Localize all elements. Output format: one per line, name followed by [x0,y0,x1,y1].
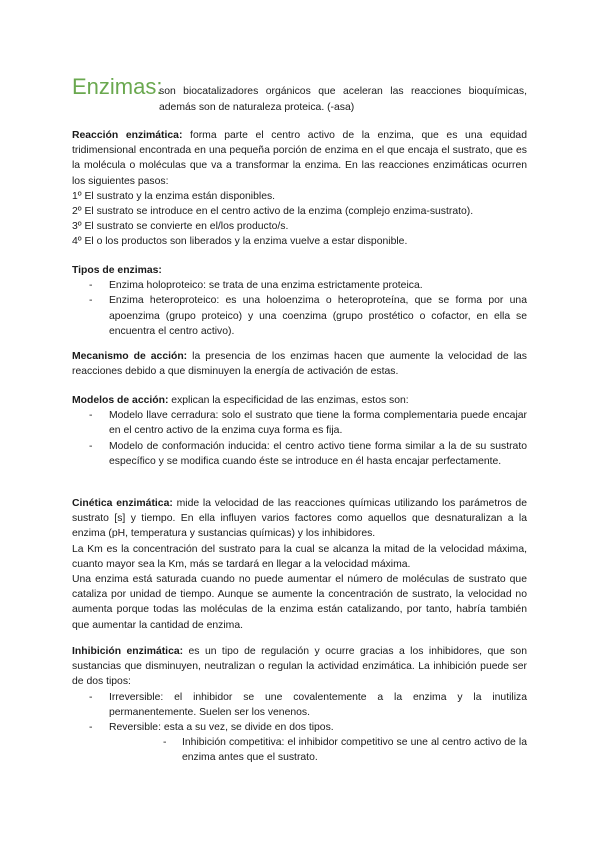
cinetica-text: mide la velocidad de las reacciones químicas utilizando los parámetros de sustrato [s] y tiempo. En ella influyen varios factores como aquellos que desnaturalizan a la enzima (pH, temperatura y sustancias químicas) y los inhibidores. [72,498,527,540]
page-title: Enzimas: [72,74,163,99]
modelos-paragraph [72,393,527,408]
section-inhibicion [72,644,527,766]
reaccion-label: Reacción enzimática: [72,130,183,141]
cinetica-km-paragraph: La Km es la concentración del sustrato para la cual se alcanza la mitad de la velocidad máxima, cuanto mayor sea la Km, más se tardará en llegar a la velocidad máxima. [72,543,527,570]
inhibicion-label: Inhibición enzimática: [72,646,184,657]
reversible-text: Reversible: esta a su vez, se divide en dos tipos. [109,722,334,734]
cinetica-paragraph [72,496,527,542]
mecanismo-paragraph [72,349,527,379]
title-description: son biocatalizadores orgánicos que aceleran las reacciones bioquímicas, además son de naturaleza proteica. (-asa) [159,86,527,113]
section-tipos [72,263,527,339]
inhibicion-list [72,690,527,766]
inhibicion-paragraph [72,644,527,690]
modelos-label: Modelos de acción: [72,395,169,406]
cinetica-saturada-paragraph: Una enzima está saturada cuando no puede aumentar el número de moléculas de sustrato que cataliza por unidad de tiempo. Aunque se aumente la concentración de sustrato, la velocidad no aumenta porque todas las moléculas de la enzima están catalizando, por tanto, habría también que aumentar la cantidad de enzima. [72,574,527,631]
list-item [72,720,527,766]
reaccion-step: 4º El o los productos son liberados y la enzima vuelve a estar disponible. [72,236,408,248]
list-item: - Modelo de conformación inducida: el centro activo tiene forma similar a la de su sustrato específico y se modifica cuando éste se introduce en él hasta encajar perfectamente. [72,439,527,469]
tipos-list [72,278,527,339]
mecanismo-text: la presencia de los enzimas hacen que aumente la velocidad de las reacciones debido a que disminuyen la energía de activación de estas. [72,351,527,378]
list-item: - Modelo llave cerradura: solo el sustrato que tiene la forma complementaria puede encajar en el centro activo de la enzima cuya forma es fija. [72,408,527,438]
list-item: - Enzima holoproteico: se trata de una enzima estrictamente proteica. [72,278,527,293]
reaccion-step: 3º El sustrato se convierte en el/los producto/s. [72,221,289,233]
section-cinetica [72,496,527,633]
reaccion-text: forma parte el centro activo de la enzima, que es una equidad tridimensional encontrada en una pequeña porción de enzima en el que encaja el sustrato, que es la molécula o moléculas que va a transformar la enzima. En las reacciones enzimáticas ocurren los siguientes pasos: [72,130,527,187]
list-item: - Enzima heteroproteico: es una holoenzima o heteroproteína, que se forma por una apoenzima (grupo proteico) y una coenzima (grupo prostético o cofactor, en ella se encuentra el centro activo). [72,293,527,339]
modelos-list [72,408,527,469]
section-modelos [72,393,527,469]
mecanismo-label: Mecanismo de acción: [72,351,188,362]
section-mecanismo [72,349,527,379]
tipos-label: Tipos de enzimas: [72,265,162,276]
list-item: - Irreversible: el inhibidor se une covalentemente a la enzima y la inutiliza permanentemente. Suelen ser los venenos. [72,690,527,720]
reaccion-step: 1º El sustrato y la enzima están disponibles. [72,190,276,202]
section-reaccion [72,128,527,250]
modelos-text: explican la especificidad de las enzimas, estos son: [168,395,409,406]
inhibicion-text: es un tipo de regulación y ocurre gracias a los inhibidores, que son sustancias que disminuyen, neutralizan o regulan la actividad enzimática. La inhibición puede ser de dos tipos: [72,646,527,688]
cinetica-label: Cinética enzimática: [72,498,173,509]
reversible-sublist [109,735,527,765]
list-item: - Inhibición competitiva: el inhibidor competitivo se une al centro activo de la enzima antes que el sustrato. [109,735,527,765]
reaccion-paragraph [72,128,527,189]
reaccion-step: 2º El sustrato se introduce en el centro activo de la enzima (complejo enzima-sustrato). [72,206,474,218]
